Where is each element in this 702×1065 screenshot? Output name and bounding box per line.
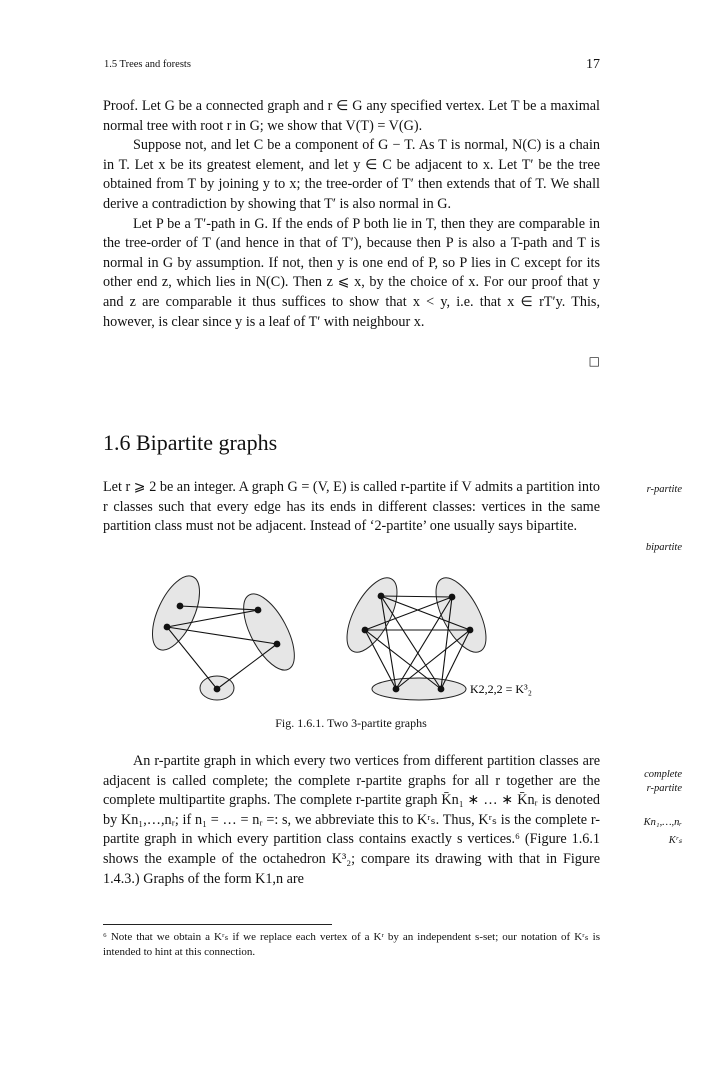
margin-note-complete: complete — [644, 769, 682, 780]
footnote: ⁶ Note that we obtain a Kʳₛ if we replace each vertex of a Kʳ by an independent s-set; our notation of Kʳₛ is intended to hint at this connection. — [103, 931, 600, 958]
section-heading: 1.6 Bipartite graphs — [103, 430, 278, 455]
partition-class-ellipse — [426, 570, 496, 659]
graph-vertex — [255, 607, 262, 614]
page-number: 17 — [586, 57, 600, 72]
complete-multipartite-block — [103, 752, 600, 889]
margin-note-complete-r-partite: r-partite — [646, 783, 682, 794]
graph-vertex — [274, 641, 281, 648]
margin-note-k-rs: Kʳₛ — [668, 835, 682, 846]
graph-vertex — [378, 593, 385, 600]
figure-graph-label: K2,2,2 = K³₂ — [470, 682, 532, 696]
margin-note-r-partite: r-partite — [646, 484, 682, 495]
partition-class-ellipse — [372, 678, 466, 700]
partition-class-ellipse — [233, 586, 304, 677]
graph-vertex — [393, 686, 400, 693]
graph-vertex — [177, 603, 184, 610]
qed-symbol: □ — [588, 354, 600, 368]
proof-paragraph-3: Let P be a T′-path in G. If the ends of P both lie in T, then they are comparable in the tree-order of T (and hence in that of T′), because then P is also a T-path and T is normal in G by assumption. If not, then y is one end of P, so P lies in C except for its other end z, which lies in N(C). Then z ⩽ x, by the choice of x. For our proof that y and z are comparable it thus suffices to show that x < y, i.e. that x ∈ rT′y. This, however, is clear since y is a leaf of T′ with neighbour x. — [103, 215, 600, 330]
graph-vertex — [467, 627, 474, 634]
graph-vertex — [214, 686, 221, 693]
proof-paragraph-1: Proof. Let G be a connected graph and r ∈ G any specified vertex. Let T be a maximal normal tree with root r in G; we show that V(T) = V(G). — [103, 98, 600, 134]
graph-vertex — [362, 627, 369, 634]
margin-note-k-notation: Kn₁,…,nᵣ — [643, 817, 682, 828]
footnote-rule — [103, 924, 332, 925]
figure-caption: Fig. 1.6.1. Two 3-partite graphs — [275, 716, 427, 730]
margin-note-bipartite: bipartite — [645, 542, 682, 553]
partition-class-ellipse — [143, 569, 209, 657]
graph-vertex — [438, 686, 445, 693]
graph-vertex — [449, 594, 456, 601]
running-header: 1.5 Trees and forests — [104, 59, 191, 70]
body-paragraph-2: An r-partite graph in which every two vertices from different partition classes are adjacent is called complete; the complete r-partite graphs for all r together are the complete multipartite graphs. The complete r-partite graph K̄n₁ ∗ … ∗ K̄nᵣ is denoted by Kn₁,…,nᵣ; if n₁ = … = nᵣ =: s, we abbreviate this to Kʳₛ. Thus, Kʳₛ is the complete r-partite graph in which every partition class contains exactly s vertices.⁶ (Figure 1.6.1 shows the example of the octahedron K³₂; compare its drawing with that in Figure 1.4.3.) Graphs of the form K1,n are — [103, 753, 600, 887]
graph-vertex — [164, 624, 171, 631]
proof-paragraph-2: Suppose not, and let C be a component of G − T. As T is normal, N(C) is a chain in T. Let x be its greatest element, and let y ∈ C be adjacent to x. Let T′ be the tree obtained from T by joining y to x; the tree-order of T′ then extends that of T. We shall derive a contradiction by showing that T′ is also normal in G. — [103, 137, 600, 212]
body-paragraph-1: Let r ⩾ 2 be an integer. A graph G = (V, E) is called r-partite if V admits a partition into r classes such that every edge has its ends in different classes: vertices in the same partition class must not be adjacent. Instead of ‘2-partite’ one usually says bipartite. — [103, 479, 600, 535]
partition-class-ellipse — [337, 570, 407, 659]
